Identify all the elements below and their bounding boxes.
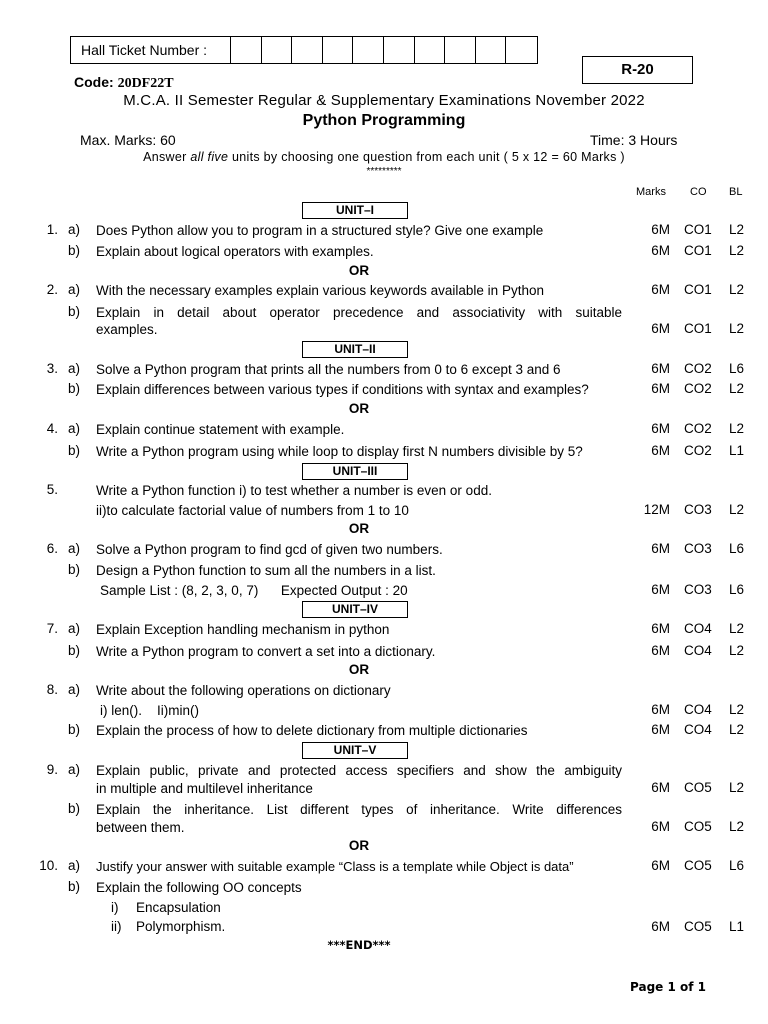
subpart-label: b) xyxy=(68,562,81,577)
bl-value: L2 xyxy=(729,421,745,436)
bl-value: L2 xyxy=(729,282,745,297)
subpart-label: b) xyxy=(68,801,81,816)
marks-value: 6M xyxy=(651,421,670,436)
question-text: Explain continue statement with example. xyxy=(96,422,345,437)
or-separator: OR xyxy=(348,401,370,416)
bl-value: L6 xyxy=(729,858,745,873)
co-value: CO5 xyxy=(684,858,712,873)
exam-code xyxy=(74,74,174,92)
marks-value: 6M xyxy=(651,582,670,597)
hall-ticket-cell xyxy=(262,37,293,63)
co-value: CO2 xyxy=(684,443,712,458)
co-value: CO1 xyxy=(684,282,712,297)
co-value: CO2 xyxy=(684,421,712,436)
hall-ticket-label: Hall Ticket Number : xyxy=(71,37,231,63)
hall-ticket-cell xyxy=(445,37,476,63)
question-text: Does Python allow you to program in a structured style? Give one example xyxy=(96,223,544,238)
question-text: Explain the inheritance. List different types of inheritance. Write differences xyxy=(96,802,622,817)
question-text: Solve a Python program that prints all the numbers from 0 to 6 except 3 and 6 xyxy=(96,362,561,377)
unit-heading: UNIT–V xyxy=(302,742,408,759)
code-value: 20DF22T xyxy=(117,76,174,91)
question-number: 6. xyxy=(46,541,58,556)
marks-value: 6M xyxy=(651,780,670,795)
hall-ticket-cell xyxy=(384,37,415,63)
question-text: Write a Python program using while loop to display first N numbers divisible by 5? xyxy=(96,444,583,459)
question-text: Write a Python function i) to test whether a number is even or odd. xyxy=(96,483,492,498)
or-separator: OR xyxy=(348,838,370,853)
marks-value: 6M xyxy=(651,381,670,396)
hall-ticket-cell xyxy=(323,37,354,63)
marks-value: 6M xyxy=(651,643,670,658)
question-text: Explain about logical operators with examples. xyxy=(96,244,374,259)
co-value: CO1 xyxy=(684,321,712,336)
subpart-label: b) xyxy=(68,643,81,658)
question-number: 9. xyxy=(46,762,58,777)
col-header-marks: Marks xyxy=(636,186,666,198)
list-item-number: ii) xyxy=(111,919,122,934)
subpart-label: b) xyxy=(68,381,81,396)
question-number: 5. xyxy=(46,482,58,497)
hall-ticket-cell xyxy=(415,37,446,63)
bl-value: L2 xyxy=(729,502,745,517)
co-value: CO4 xyxy=(684,722,712,737)
question-number: 2. xyxy=(46,282,58,297)
bl-value: L2 xyxy=(729,780,745,795)
subpart-label: a) xyxy=(68,541,81,556)
stars-divider: ********* xyxy=(366,166,402,177)
hall-ticket-cell xyxy=(231,37,262,63)
co-value: CO4 xyxy=(684,621,712,636)
or-separator: OR xyxy=(348,263,370,278)
regulation-box: R-20 xyxy=(582,56,693,84)
subpart-label: b) xyxy=(68,443,81,458)
question-text-continued: in multiple and multilevel inheritance xyxy=(96,781,313,796)
bl-value: L2 xyxy=(729,722,745,737)
question-text: Write a Python program to convert a set into a dictionary. xyxy=(96,644,436,659)
hall-ticket-cell xyxy=(476,37,507,63)
hall-ticket-cell xyxy=(506,37,537,63)
unit-heading: UNIT–I xyxy=(302,202,408,219)
question-number: 10. xyxy=(39,858,58,873)
marks-value: 6M xyxy=(651,541,670,556)
co-value: CO3 xyxy=(684,502,712,517)
max-marks: Max. Marks: 60 xyxy=(80,132,176,148)
subject-title: Python Programming xyxy=(302,112,466,129)
marks-value: 6M xyxy=(651,819,670,834)
hall-ticket-box xyxy=(70,36,538,64)
subpart-label: a) xyxy=(68,282,81,297)
code-label: Code: xyxy=(74,74,114,90)
subpart-label: a) xyxy=(68,421,81,436)
question-text: Explain the process of how to delete dictionary from multiple dictionaries xyxy=(96,723,528,738)
marks-value: 6M xyxy=(651,282,670,297)
co-value: CO4 xyxy=(684,643,712,658)
question-number: 4. xyxy=(46,421,58,436)
bl-value: L2 xyxy=(729,702,745,717)
end-marker: ***END*** xyxy=(327,938,391,952)
bl-value: L2 xyxy=(729,321,745,336)
question-text: Write about the following operations on dictionary xyxy=(96,683,391,698)
marks-value: 6M xyxy=(651,621,670,636)
question-number: 7. xyxy=(46,621,58,636)
co-value: CO1 xyxy=(684,222,712,237)
bl-value: L6 xyxy=(729,541,745,556)
subpart-label: b) xyxy=(68,722,81,737)
bl-value: L2 xyxy=(729,243,745,258)
marks-value: 6M xyxy=(651,321,670,336)
unit-heading: UNIT–III xyxy=(302,463,408,480)
question-number: 8. xyxy=(46,682,58,697)
question-text-continued: ii)to calculate factorial value of numbers from 1 to 10 xyxy=(96,503,409,518)
co-value: CO2 xyxy=(684,361,712,376)
subpart-label: a) xyxy=(68,361,81,376)
co-value: CO5 xyxy=(684,780,712,795)
exam-time: Time: 3 Hours xyxy=(590,132,678,148)
bl-value: L6 xyxy=(729,582,745,597)
col-header-bl: BL xyxy=(729,186,743,198)
unit-heading: UNIT–II xyxy=(302,341,408,358)
list-item: Polymorphism. xyxy=(136,919,226,934)
list-item: Encapsulation xyxy=(136,900,221,915)
question-number: 1. xyxy=(46,222,58,237)
subpart-label: b) xyxy=(68,304,81,319)
question-text-continued: between them. xyxy=(96,820,185,835)
bl-value: L2 xyxy=(729,643,745,658)
bl-value: L2 xyxy=(729,381,745,396)
co-value: CO5 xyxy=(684,919,712,934)
question-text: Solve a Python program to find gcd of given two numbers. xyxy=(96,542,443,557)
co-value: CO3 xyxy=(684,541,712,556)
question-text: Design a Python function to sum all the numbers in a list. xyxy=(96,563,436,578)
co-value: CO3 xyxy=(684,582,712,597)
hall-ticket-cell xyxy=(292,37,323,63)
marks-value: 6M xyxy=(651,722,670,737)
list-item-number: i) xyxy=(111,900,119,915)
unit-heading: UNIT–IV xyxy=(302,601,408,618)
marks-value: 6M xyxy=(651,858,670,873)
question-text: Justify your answer with suitable example “Class is a template while Object is data” xyxy=(96,859,574,874)
subpart-label: b) xyxy=(68,879,81,894)
bl-value: L1 xyxy=(729,919,745,934)
question-text: Explain the following OO concepts xyxy=(96,880,302,895)
co-value: CO5 xyxy=(684,819,712,834)
question-text: Explain Exception handling mechanism in python xyxy=(96,622,390,637)
question-text-continued: i) len(). Ii)min() xyxy=(100,703,199,718)
subpart-label: a) xyxy=(68,222,81,237)
marks-value: 6M xyxy=(651,702,670,717)
question-text: Explain public, private and protected access specifiers and show the ambiguity xyxy=(96,763,622,778)
page-number: Page 1 of 1 xyxy=(630,980,706,994)
subpart-label: b) xyxy=(68,243,81,258)
marks-value: 12M xyxy=(643,502,670,517)
hall-ticket-cell xyxy=(353,37,384,63)
exam-title: M.C.A. II Semester Regular & Supplementary Examinations November 2022 xyxy=(123,92,645,109)
question-text: Explain differences between various types if conditions with syntax and examples? xyxy=(96,382,589,397)
marks-value: 6M xyxy=(651,222,670,237)
bl-value: L2 xyxy=(729,819,745,834)
subpart-label: a) xyxy=(68,682,81,697)
instructions: Answer all five units by choosing one question from each unit ( 5 x 12 = 60 Marks ) xyxy=(143,150,625,164)
col-header-co: CO xyxy=(690,186,707,198)
bl-value: L1 xyxy=(729,443,745,458)
bl-value: L2 xyxy=(729,222,745,237)
subpart-label: a) xyxy=(68,762,81,777)
bl-value: L6 xyxy=(729,361,745,376)
marks-value: 6M xyxy=(651,919,670,934)
sample-list-text: Sample List : (8, 2, 3, 0, 7) Expected Output : 20 xyxy=(100,583,408,598)
or-separator: OR xyxy=(348,521,370,536)
co-value: CO4 xyxy=(684,702,712,717)
question-number: 3. xyxy=(46,361,58,376)
marks-value: 6M xyxy=(651,361,670,376)
marks-value: 6M xyxy=(651,443,670,458)
subpart-label: a) xyxy=(68,858,81,873)
or-separator: OR xyxy=(348,662,370,677)
co-value: CO1 xyxy=(684,243,712,258)
question-text: With the necessary examples explain various keywords available in Python xyxy=(96,283,544,298)
co-value: CO2 xyxy=(684,381,712,396)
question-text: Explain in detail about operator precedence and associativity with suitable xyxy=(96,305,622,320)
bl-value: L2 xyxy=(729,621,745,636)
question-text-continued: examples. xyxy=(96,322,158,337)
subpart-label: a) xyxy=(68,621,81,636)
marks-value: 6M xyxy=(651,243,670,258)
